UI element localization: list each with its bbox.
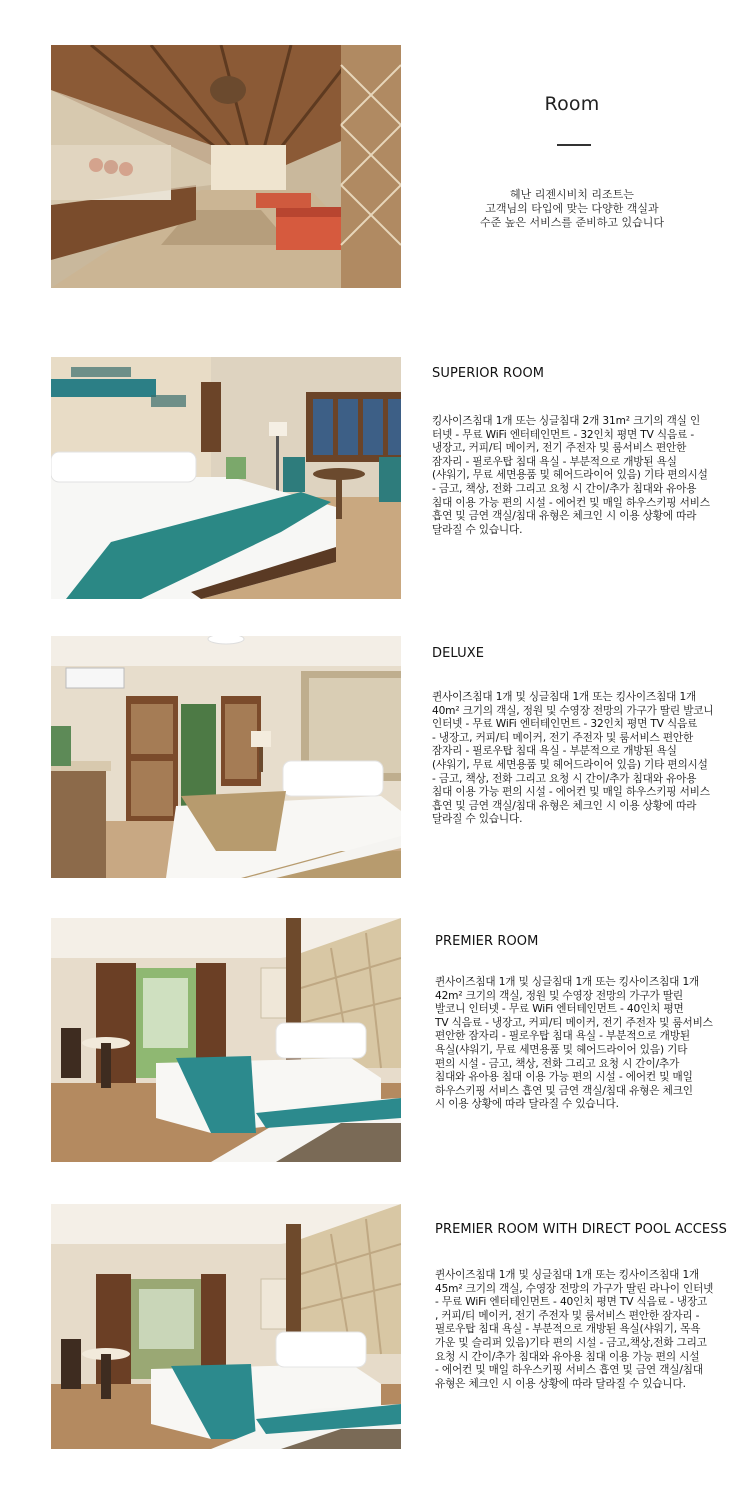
description-line: 잠자리 - 필로우탑 침대 욕실 - 부분적으로 개방된 욕실	[432, 745, 677, 758]
description-line: 침대 이용 가능 편의 시설 - 에어컨 및 매일 하우스키핑 서비스	[432, 786, 710, 799]
description-line: 하우스키핑 서비스 흡연 및 금연 객실/침대 유형은 체크인	[435, 1084, 693, 1097]
description-line: , 커피/티 메이커, 전기 주전자 및 룸서비스 편안한 잠자리 -	[435, 1309, 700, 1322]
room-title-premier-pool: PREMIER ROOM WITH DIRECT POOL ACCESS	[435, 1222, 727, 1237]
description-line: 터넷 - 무료 WiFi 엔터테인먼트 - 32인치 평면 TV 식음료 -	[432, 428, 695, 441]
description-line: (샤워기, 무료 세면용품 및 헤어드라이어 있음) 기타 편의시설	[432, 758, 708, 771]
description-line: 욕실(샤워기, 무료 세면용품 및 헤어드라이어 있음) 기타	[435, 1043, 688, 1056]
room-description-premier	[435, 976, 731, 1112]
room-description-superior	[432, 415, 728, 537]
description-line: - 무료 WiFi 엔터테인먼트 - 40인치 평면 TV 식음료 - 냉장고	[435, 1296, 708, 1309]
description-line: 편안한 잠자리 - 필로우탑 침대 욕실 - 부분적으로 개방된	[435, 1030, 690, 1043]
lobby-photo	[51, 45, 401, 288]
description-line: 퀸사이즈침대 1개 및 싱글침대 1개 또는 킹사이즈침대 1개	[435, 1269, 700, 1281]
title-divider	[557, 144, 591, 146]
description-line: 킹사이즈침대 1개 또는 싱글침대 2개 31m² 크기의 객실 인	[432, 415, 701, 427]
description-line: 침대 이용 가능 편의 시설 - 에어컨 및 매일 하우스키핑 서비스	[432, 496, 710, 509]
description-line: - 냉장고, 커피/티 메이커, 전기 주전자 및 룸서비스 편안한	[432, 731, 694, 744]
room-description-deluxe	[432, 691, 728, 827]
description-line: 가운 및 슬리퍼 있음)기타 편의 시설 - 금고,책상,전화 그리고	[435, 1336, 707, 1349]
description-line: 유형은 체크인 시 이용 상황에 따라 달라질 수 있습니다.	[435, 1377, 686, 1390]
description-line: - 금고, 책상, 전화 그리고 요청 시 간이/추가 침대와 유아용	[432, 482, 697, 495]
description-line: 흡연 및 금연 객실/침대 유형은 체크인 시 이용 상황에 따라	[432, 510, 697, 523]
description-line: 45m² 크기의 객실, 수영장 전망의 가구가 딸린 라나이 인터넷	[435, 1282, 714, 1295]
description-line: 인터넷 - 무료 WiFi 엔터테인먼트 - 32인치 평면 TV 식음료	[432, 718, 698, 731]
room-title-deluxe: DELUXE	[432, 646, 485, 661]
premier-room-photo	[51, 918, 401, 1162]
description-line: 필로우탑 침대 욕실 - 부분적으로 개방된 욕실(샤워기, 목욕	[435, 1323, 701, 1336]
description-line: 42m² 크기의 객실, 정원 및 수영장 전망의 가구가 딸린	[435, 989, 683, 1002]
description-line: 퀸사이즈침대 1개 및 싱글침대 1개 또는 킹사이즈침대 1개	[432, 691, 697, 703]
deluxe-room-photo	[51, 636, 401, 878]
intro-line: 수준 높은 서비스를 준비하고 있습니다	[479, 216, 664, 229]
premier-pool-room-photo	[51, 1204, 401, 1449]
superior-room-photo	[51, 357, 401, 599]
room-title-superior: SUPERIOR ROOM	[432, 366, 545, 381]
description-line: 편의 시설 - 금고, 책상, 전화 그리고 요청 시 간이/추가	[435, 1057, 680, 1070]
description-line: 침대와 유아용 침대 이용 가능 편의 시설 - 에어컨 및 매일	[435, 1071, 693, 1084]
description-line: 시 이용 상황에 따라 달라질 수 있습니다.	[435, 1098, 619, 1111]
room-description-premier-pool	[435, 1269, 731, 1391]
description-line: 흡연 및 금연 객실/침대 유형은 체크인 시 이용 상황에 따라	[432, 799, 697, 812]
description-line: 잠자리 - 필로우탑 침대 욕실 - 부분적으로 개방된 욕실	[432, 455, 677, 468]
intro-description	[452, 188, 692, 230]
description-line: 발코니 인터넷 - 무료 WiFi 엔터테인먼트 - 40인치 평면	[435, 1003, 684, 1016]
room-title-premier: PREMIER ROOM	[435, 934, 539, 949]
description-line: - 금고, 책상, 전화 그리고 요청 시 간이/추가 침대와 유아용	[432, 772, 697, 785]
description-line: (샤워기, 무료 세면용품 및 헤어드라이어 있음) 기타 편의시설	[432, 469, 708, 482]
description-line: 40m² 크기의 객실, 정원 및 수영장 전망의 가구가 딸린 발코니	[432, 704, 714, 717]
description-line: 냉장고, 커피/티 메이커, 전기 주전자 및 룸서비스 편안한	[432, 442, 687, 455]
description-line: TV 식음료 - 냉장고, 커피/티 메이커, 전기 주전자 및 룸서비스	[435, 1016, 713, 1029]
intro-line: 헤난 리젠시비치 리조트는	[510, 188, 634, 201]
page-title: Room	[544, 93, 600, 115]
description-line: 달라질 수 있습니다.	[432, 523, 523, 536]
description-line: 퀸사이즈침대 1개 및 싱글침대 1개 또는 킹사이즈침대 1개	[435, 976, 700, 988]
description-line: 요청 시 간이/추가 침대와 유아용 침대 이용 가능 편의 시설	[435, 1350, 700, 1363]
description-line: 달라질 수 있습니다.	[432, 813, 523, 826]
intro-line: 고객님의 타입에 맞는 다양한 객실과	[485, 202, 659, 215]
description-line: - 에어컨 및 매일 하우스키핑 서비스 흡연 및 금연 객실/침대	[435, 1364, 703, 1377]
